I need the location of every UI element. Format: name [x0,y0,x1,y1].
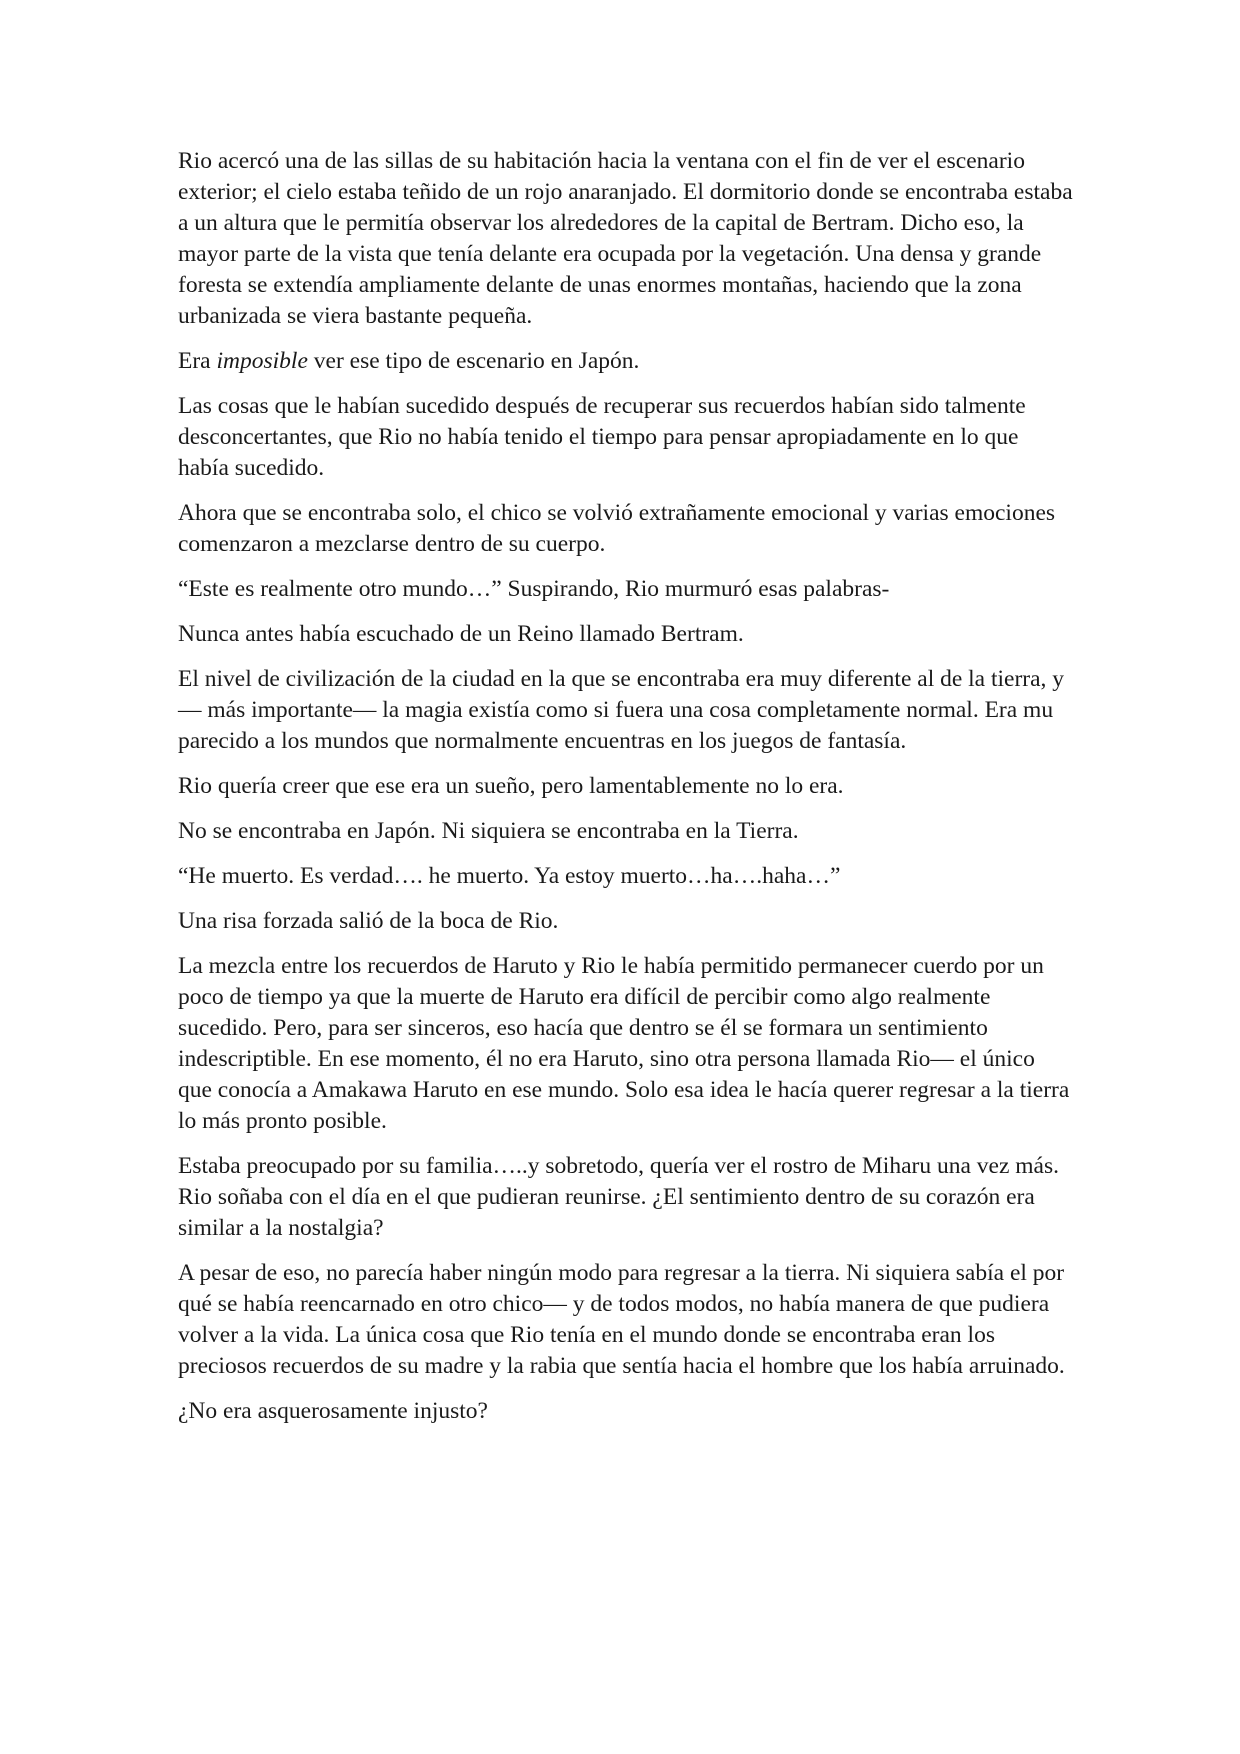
paragraph-8: Rio quería creer que ese era un sueño, pero lamentablemente no lo era. [178,773,844,799]
paragraph-5-dialogue: “Este es realmente otro mundo…” Suspirando, Rio murmuró esas palabras- [178,576,890,602]
paragraph-10-dialogue: “He muerto. Es verdad…. he muerto. Ya estoy muerto…ha….haha…” [178,863,841,889]
paragraph-3: Las cosas que le habían sucedido después de recuperar sus recuerdos habían sido talmente desconcertantes, que Rio no había tenido el tiempo para pensar apropiadamente en lo que había sucedido. [178,393,1026,481]
paragraph-7: El nivel de civilización de la ciudad en la que se encontraba era muy diferente al de la tierra, y— más importante— la magia existía como si fuera una cosa completamente normal. Era mu parecido a los mundos que normalmente encuentras en los juegos de fantasía. [178,666,1065,754]
paragraph-12: La mezcla entre los recuerdos de Haruto y Rio le había permitido permanecer cuerdo por un poco de tiempo ya que la muerte de Haruto era difícil de percibir como algo realmente sucedido. Pero, para ser sinceros, eso hacía que dentro se él se formara un sentimiento indescriptible. En ese momento, él no era Haruto, sino otra persona llamada Rio— el único que conocía a Amakawa Haruto en ese mundo. Solo esa idea le hacía querer regresar a la tierra lo más pronto posible. [178,953,1070,1134]
paragraph-13: Estaba preocupado por su familia…..y sobretodo, quería ver el rostro de Miharu una vez más. Rio soñaba con el día en el que pudieran reunirse. ¿El sentimiento dentro de su corazón era similar a la nostalgia? [178,1153,1059,1241]
paragraph-4: Ahora que se encontraba solo, el chico se volvió extrañamente emocional y varias emociones comenzaron a mezclarse dentro de su cuerpo. [178,500,1056,557]
paragraph-2 [178,346,1074,377]
paragraph-2-before: Era [178,348,217,374]
paragraph-15: ¿No era asquerosamente injusto? [178,1398,488,1424]
paragraph-2-after: ver ese tipo de escenario en Japón. [307,348,640,374]
document-page [178,146,1074,1441]
paragraph-11: Una risa forzada salió de la boca de Rio. [178,908,559,934]
paragraph-1: Rio acercó una de las sillas de su habitación hacia la ventana con el fin de ver el escenario exterior; el cielo estaba teñido de un rojo anaranjado. El dormitorio donde se encontraba estaba a un altura que le permitía observar los alrededores de la capital de Bertram. Dicho eso, la mayor parte de la vista que tenía delante era ocupada por la vegetación. Una densa y grande foresta se extendía ampliamente delante de unas enormes montañas, haciendo que la zona urbanizada se viera bastante pequeña. [178,148,1073,329]
paragraph-9: No se encontraba en Japón. Ni siquiera se encontraba en la Tierra. [178,818,799,844]
paragraph-6: Nunca antes había escuchado de un Reino llamado Bertram. [178,621,744,647]
paragraph-14: A pesar de eso, no parecía haber ningún modo para regresar a la tierra. Ni siquiera sabía el por qué se había reencarnado en otro chico— y de todos modos, no había manera de que pudiera volver a la vida. La única cosa que Rio tenía en el mundo donde se encontraba eran los preciosos recuerdos de su madre y la rabia que sentía hacia el hombre que los había arruinado. [178,1260,1065,1379]
emphasis-imposible: imposible [216,348,308,374]
